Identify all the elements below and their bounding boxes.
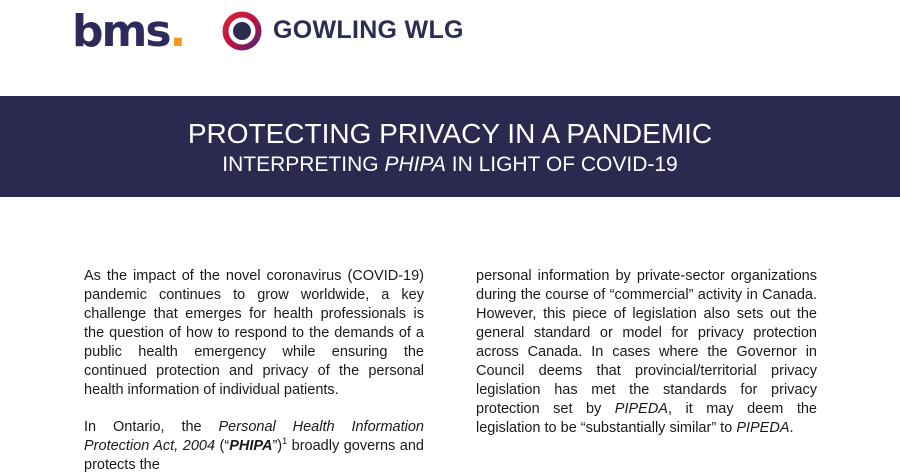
gowling-logo-text: GOWLING WLG [273,16,464,44]
subtitle-text-end: IN LIGHT OF COVID-19 [445,153,678,176]
bms-logo [72,8,184,56]
p2-open-quote: (“ [215,438,230,454]
bms-logo-text: bms [72,6,170,57]
footnote-marker: 1 [282,436,288,447]
p2-rest: broadly governs and protects the [84,438,424,473]
p2-phipa: PHIPA [229,438,273,454]
right-paragraph [476,267,817,438]
p2-close-quote: ”) [272,438,283,454]
subtitle-phipa: PHIPA [384,153,446,176]
right-text-1: personal information by private-sector organizations during the course of “commercial” activity in Canada. However, this piece of legislation also sets out the general standard or model for privacy protection across Canada. In cases where the Governor in Council deems that provincial/territorial privacy legislation has met the standards for privacy protection set by [476,268,817,417]
p2-intro: In Ontario, the [84,419,219,435]
right-pipeda-1: PIPEDA [614,401,668,417]
subtitle-text-start: INTERPRETING [222,153,385,176]
right-text-3: . [789,420,794,436]
right-text-2: , it may deem the legislation to be “substantially similar” to [476,401,817,436]
left-column [84,267,424,475]
right-column [476,267,817,438]
left-paragraph-2 [84,418,424,475]
page-title: PROTECTING PRIVACY IN A PANDEMIC [187,118,713,149]
left-paragraph-1: As the impact of the novel coronavirus (COVID-19) pandemic continues to grow worldwide, a key challenge that emerges for health professionals is the question of how to respond to the demands of a public health emergency while ensuring the continued protection and privacy of the personal health information of individual patients. [84,268,424,398]
right-pipeda-2: PIPEDA [736,420,790,436]
gowling-emblem-icon [221,10,263,52]
page-subtitle [0,152,900,178]
p2-act-name: Personal Health Information Protection Act, 2004 [84,419,424,454]
bms-logo-dot: . [169,6,185,57]
